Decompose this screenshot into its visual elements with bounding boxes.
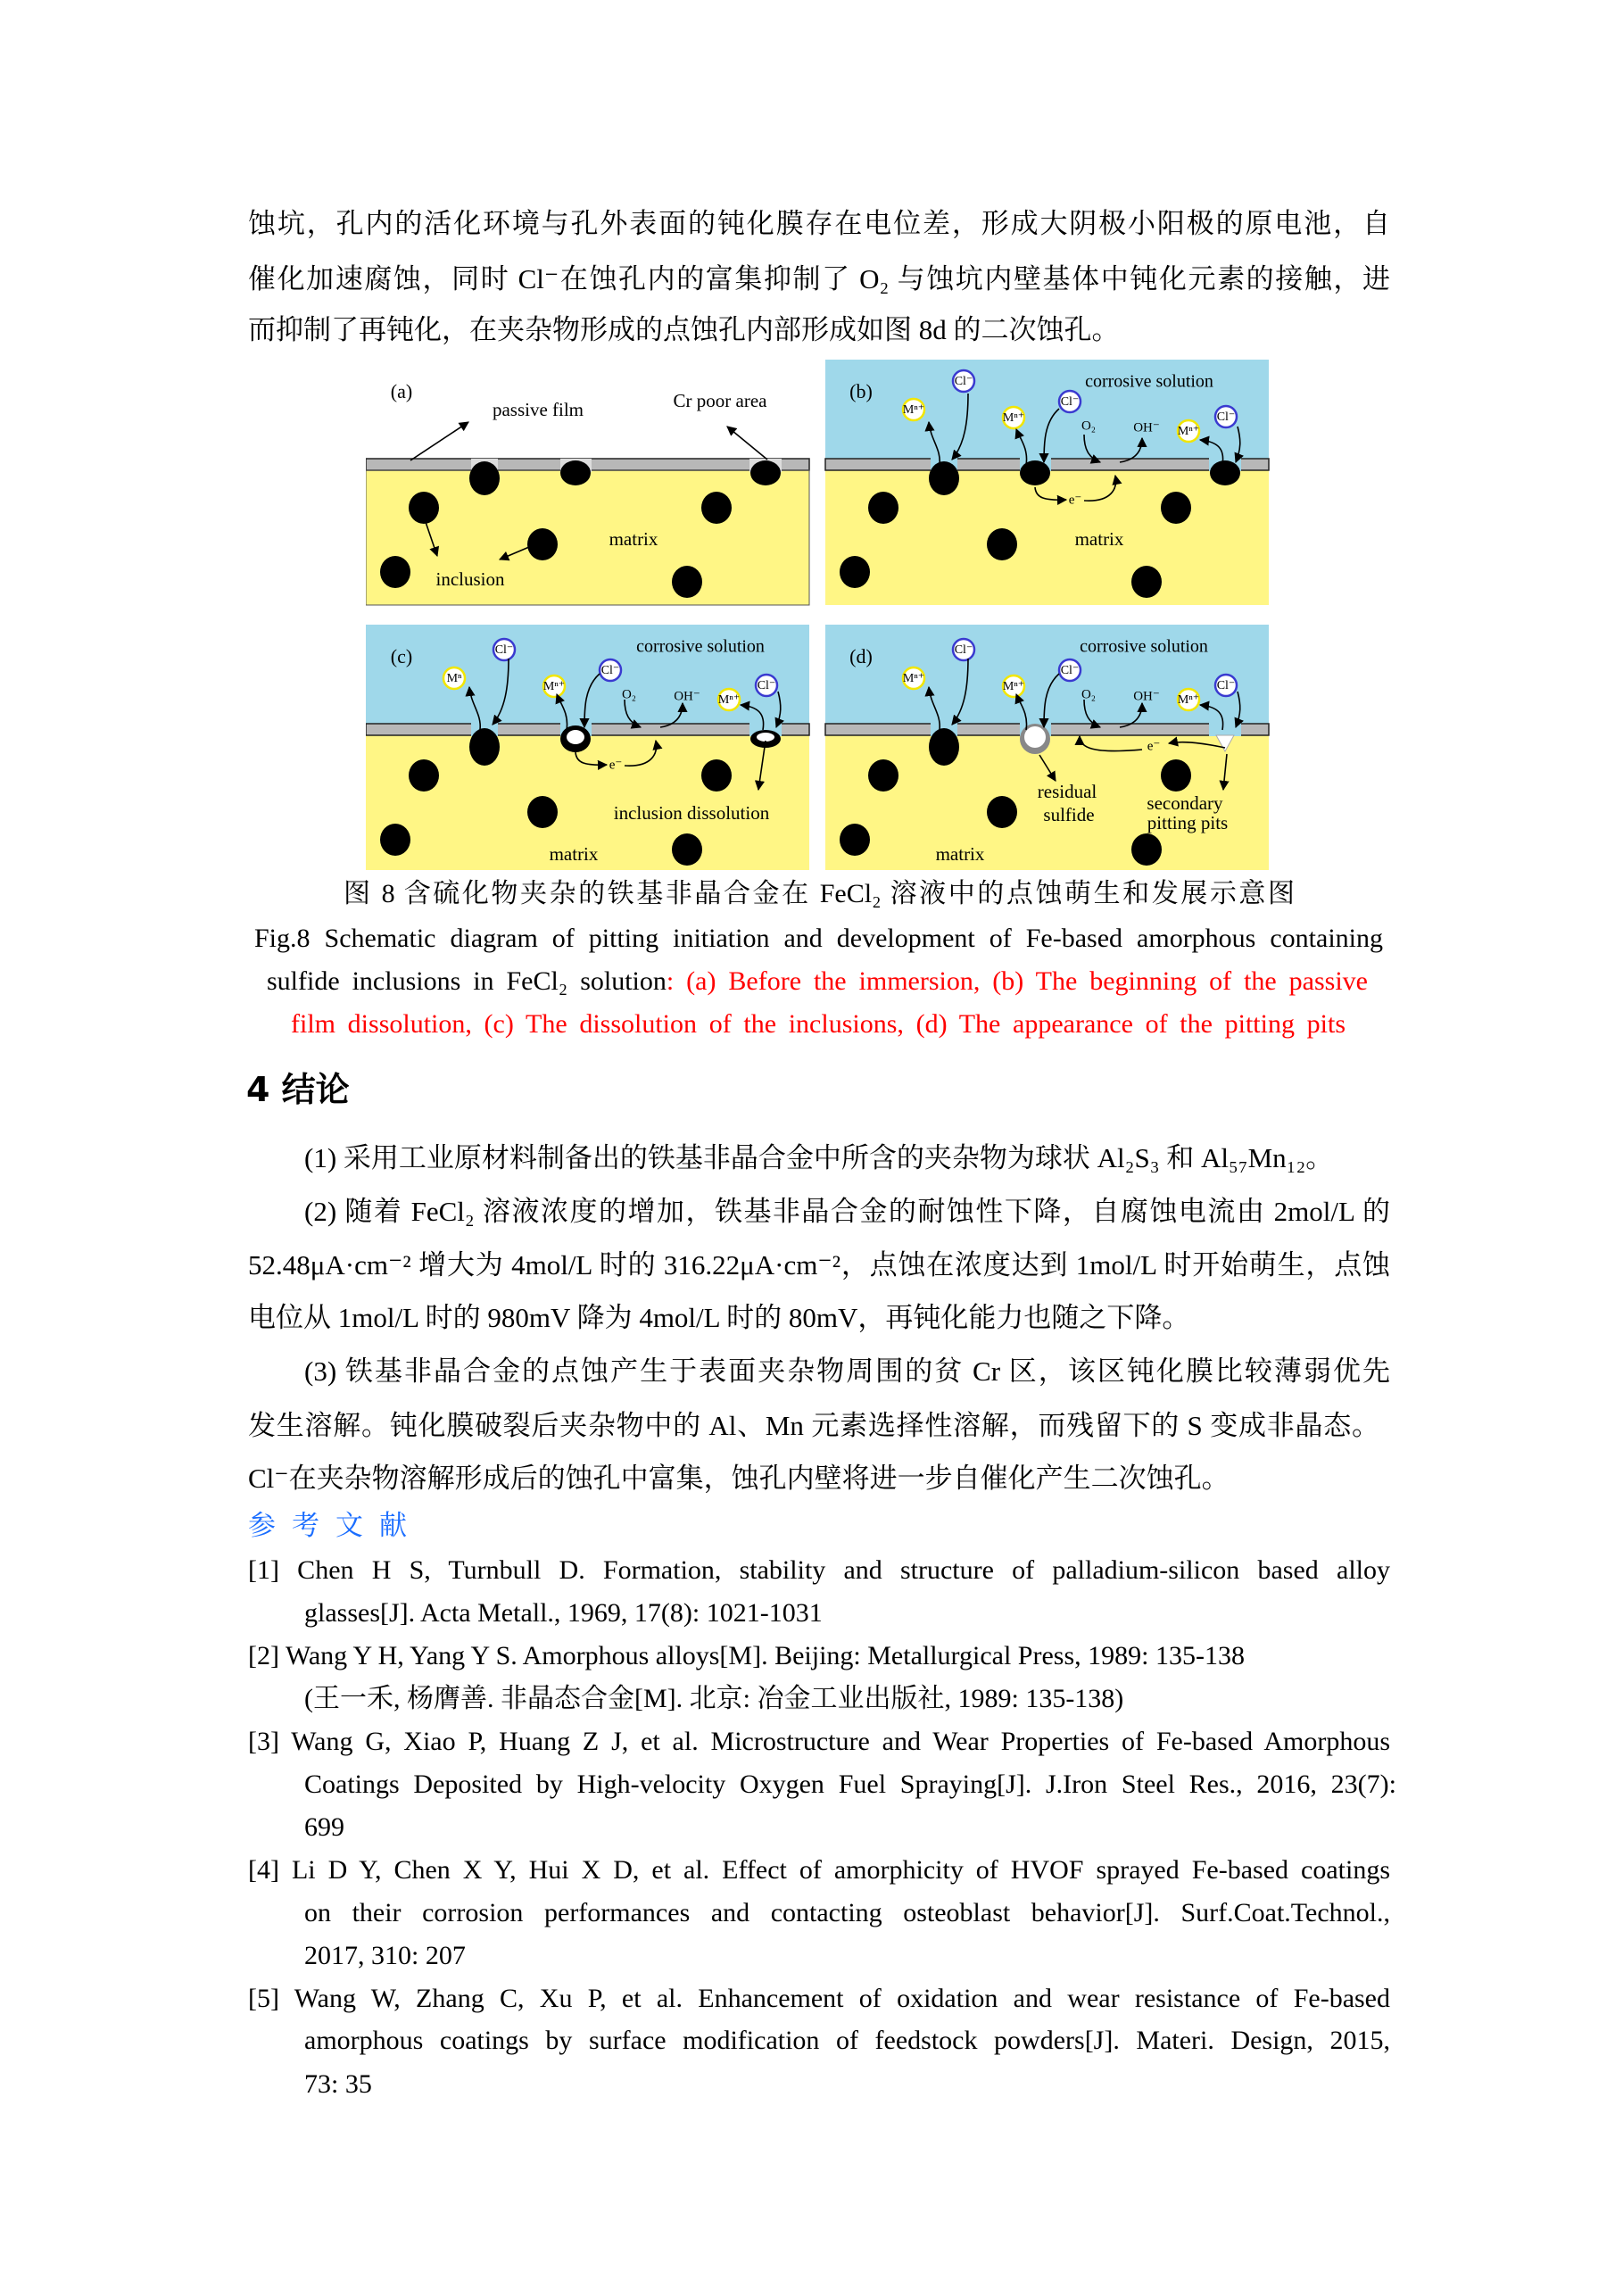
conclusion-line: (1) 采用工业原材料制备出的铁基非晶合金中所含的夹杂物为球状 Al₂S₃ 和 Al₅₇Mn₁₂。 xyxy=(304,1142,1334,1173)
figure-caption-en-line xyxy=(267,959,1368,1004)
chloride-ion-label: Cl⁻ xyxy=(1060,664,1080,678)
figure-label: Cr poor area xyxy=(673,389,767,411)
inclusion-icon xyxy=(929,461,959,495)
reference-line: [5] Wang W, Zhang C, Xu P, et al. Enhancement of oxidation and wear resistance of Fe-based xyxy=(248,1984,1390,2013)
caption-text-red: : (a) Before the immersion, (b) The beginning of the passive xyxy=(666,966,1368,996)
inclusion-icon xyxy=(701,492,732,524)
caption-text: sulfide inclusions in FeCl₂ solution xyxy=(267,966,667,996)
chloride-ion-label: Cl⁻ xyxy=(494,643,514,658)
figure-label: corrosive solution xyxy=(1085,371,1213,392)
electron-label: e⁻ xyxy=(1147,739,1161,754)
figure-label: pitting pits xyxy=(1147,811,1229,833)
inclusion-icon xyxy=(527,528,558,560)
figure-caption-en-line: film dissolution, (c) The dissolution of the inclusions, (d) The appearance of the pitting pits xyxy=(291,1009,1346,1039)
conclusion-line: (2) 随着 FeCl₂ 溶液浓度的增加，铁基非晶合金的耐蚀性下降，自腐蚀电流由 2mol/L 的 xyxy=(304,1196,1390,1227)
reference-line: (王一禾, 杨膺善. 非晶态合金[M]. 北京: 冶金工业出版社, 1989: 135-138) xyxy=(304,1684,1124,1713)
conclusion-line: 电位从 1mol/L 时的 980mV 降为 4mol/L 时的 80mV，再钝化能力也随之下降。 xyxy=(248,1302,1190,1333)
figure-panel-d xyxy=(825,625,1269,870)
inclusion-icon xyxy=(409,492,439,524)
reference-line: [1] Chen H S, Turnbull D. Formation, stability and structure of palladium-silicon based alloy xyxy=(248,1555,1390,1585)
figure-label: corrosive solution xyxy=(636,636,765,657)
inclusion-icon xyxy=(409,759,439,792)
metal-ion-label: Mⁿ⁺ xyxy=(1002,680,1025,694)
conclusion-line: (3) 铁基非晶合金的点蚀产生于表面夹杂物周围的贫 Cr 区，该区钝化膜比较薄弱优先 xyxy=(304,1355,1390,1387)
reference-line: glasses[J]. Acta Metall., 1969, 17(8): 1021-1031 xyxy=(304,1598,823,1628)
hydroxide-label: OH⁻ xyxy=(1133,689,1160,704)
inclusion-icon xyxy=(469,728,500,766)
inclusion-icon xyxy=(469,461,500,495)
metal-ion-label: Mⁿ xyxy=(446,672,462,686)
chloride-ion-label: Cl⁻ xyxy=(757,679,776,693)
chloride-ion-label: Cl⁻ xyxy=(600,664,620,678)
metal-ion-label: Mⁿ⁺ xyxy=(1002,411,1025,426)
hydroxide-label: OH⁻ xyxy=(674,689,700,704)
chloride-ion-label: Cl⁻ xyxy=(1216,410,1236,425)
panel-tag: (d) xyxy=(849,645,873,668)
figure-label: matrix xyxy=(549,842,599,865)
body-line: 催化加速腐蚀，同时 Cl⁻在蚀孔内的富集抑制了 O₂ 与蚀坑内壁基体中钝化元素的接触，进 xyxy=(248,263,1390,294)
chloride-ion-label: Cl⁻ xyxy=(954,643,973,658)
section-heading: 4 结论 xyxy=(246,1070,350,1109)
inclusion-icon xyxy=(1131,566,1162,598)
metal-ion-label: Mⁿ⁺ xyxy=(902,403,925,418)
figure-panel-a xyxy=(366,360,809,605)
figure-caption-zh: 图 8 含硫化物夹杂的铁基非晶合金在 FeCl₂ 溶液中的点蚀萌生和发展示意图 xyxy=(344,879,1295,908)
metal-ion-label: Mⁿ⁺ xyxy=(1177,425,1200,439)
inclusion-icon xyxy=(929,728,959,766)
oxygen-label: O₂ xyxy=(1081,687,1097,702)
panel-tag: (b) xyxy=(849,380,873,403)
reference-line: 73: 35 xyxy=(304,2069,372,2099)
inclusion-icon xyxy=(868,759,898,792)
metal-ion-label: Mⁿ⁺ xyxy=(1177,693,1200,708)
references-heading: 参考文献 xyxy=(248,1510,423,1542)
matrix-region xyxy=(825,470,1269,605)
body-line: 而抑制了再钝化，在夹杂物形成的点蚀孔内部形成如图 8d 的二次蚀孔。 xyxy=(248,314,1120,345)
chloride-ion-label: Cl⁻ xyxy=(1060,395,1080,410)
inclusion-icon xyxy=(380,556,410,588)
figure-label: secondary xyxy=(1147,792,1223,814)
figure-label: sulfide xyxy=(1043,803,1095,825)
figure-label: matrix xyxy=(935,842,985,865)
dissolved-core xyxy=(1024,726,1046,748)
inclusion-icon xyxy=(672,566,702,598)
reference-line: 2017, 310: 207 xyxy=(304,1941,466,1970)
figure-caption-en-line: Fig.8 Schematic diagram of pitting initiation and development of Fe-based amorphous containing xyxy=(254,924,1383,953)
inclusion-icon xyxy=(868,492,898,524)
metal-ion-label: Mⁿ⁺ xyxy=(902,672,925,686)
figure-label: inclusion dissolution xyxy=(613,801,770,824)
inclusion-icon xyxy=(987,528,1017,560)
figure-label: matrix xyxy=(1074,527,1124,550)
dissolved-core xyxy=(567,730,584,744)
conclusion-line: 发生溶解。钝化膜破裂后夹杂物中的 Al、Mn 元素选择性溶解，而残留下的 S 变成非晶态。 xyxy=(248,1410,1379,1441)
reference-line: [2] Wang Y H, Yang Y S. Amorphous alloys[M]. Beijing: Metallurgical Press, 1989: 135-138 xyxy=(248,1641,1245,1670)
inclusion-icon xyxy=(840,556,870,588)
metal-ion-label: Mⁿ⁺ xyxy=(717,693,741,708)
metal-ion-label: Mⁿ⁺ xyxy=(542,680,566,694)
inclusion-icon xyxy=(1020,460,1050,485)
inclusion-icon xyxy=(560,460,591,485)
reference-line: amorphous coatings by surface modification of feedstock powders[J]. Materi. Design, 2015, xyxy=(304,2026,1390,2055)
electron-label: e⁻ xyxy=(609,758,623,773)
reference-line: [4] Li D Y, Chen X Y, Hui X D, et al. Effect of amorphicity of HVOF sprayed Fe-based coatings xyxy=(248,1855,1390,1885)
conclusion-line: Cl⁻在夹杂物溶解形成后的蚀孔中富集，蚀孔内壁将进一步自催化产生二次蚀孔。 xyxy=(248,1463,1230,1494)
figure-label: corrosive solution xyxy=(1080,636,1208,657)
reference-line: [3] Wang G, Xiao P, Huang Z J, et al. Microstructure and Wear Properties of Fe-based Amorphous xyxy=(248,1727,1390,1756)
inclusion-icon xyxy=(527,796,558,828)
matrix-region xyxy=(366,470,809,605)
reference-line: on their corrosion performances and contacting osteoblast behavior[J]. Surf.Coat.Technol., xyxy=(304,1898,1390,1927)
inclusion-icon xyxy=(1161,492,1191,524)
panel-tag: (a) xyxy=(390,380,413,403)
chloride-ion-label: Cl⁻ xyxy=(954,375,973,389)
figure-label: inclusion xyxy=(435,568,505,590)
oxygen-label: O₂ xyxy=(621,687,637,702)
inclusion-icon xyxy=(672,833,702,866)
reference-line: Coatings Deposited by High-velocity Oxygen Fuel Spraying[J]. J.Iron Steel Res., 2016, 23(7): xyxy=(304,1770,1396,1799)
figure-label: passive film xyxy=(492,398,584,420)
inclusion-icon xyxy=(701,759,732,792)
inclusion-icon xyxy=(987,796,1017,828)
inclusion-icon xyxy=(1131,833,1162,866)
figure-label: matrix xyxy=(609,527,658,550)
inclusion-icon xyxy=(1161,759,1191,792)
body-line: 蚀坑，孔内的活化环境与孔外表面的钝化膜存在电位差，形成大阴极小阳极的原电池，自 xyxy=(248,208,1390,239)
panel-tag: (c) xyxy=(390,645,413,668)
inclusion-icon xyxy=(840,824,870,856)
electron-label: e⁻ xyxy=(1068,493,1082,508)
chloride-ion-label: Cl⁻ xyxy=(1216,679,1236,693)
dissolved-core xyxy=(757,733,774,742)
hydroxide-label: OH⁻ xyxy=(1133,420,1160,435)
figure-panel-b xyxy=(825,360,1269,605)
oxygen-label: O₂ xyxy=(1081,419,1097,434)
inclusion-icon xyxy=(380,824,410,856)
conclusion-line: 52.48μA·cm⁻² 增大为 4mol/L 时的 316.22μA·cm⁻²，点蚀在浓度达到 1mol/L 时开始萌生，点蚀 xyxy=(248,1249,1390,1281)
figure-panel-c xyxy=(366,625,809,870)
reference-line: 699 xyxy=(304,1812,344,1842)
inclusion-icon xyxy=(750,460,781,485)
figure-8-schematic xyxy=(366,360,1271,873)
figure-label: residual xyxy=(1037,780,1097,802)
inclusion-icon xyxy=(1210,460,1240,485)
